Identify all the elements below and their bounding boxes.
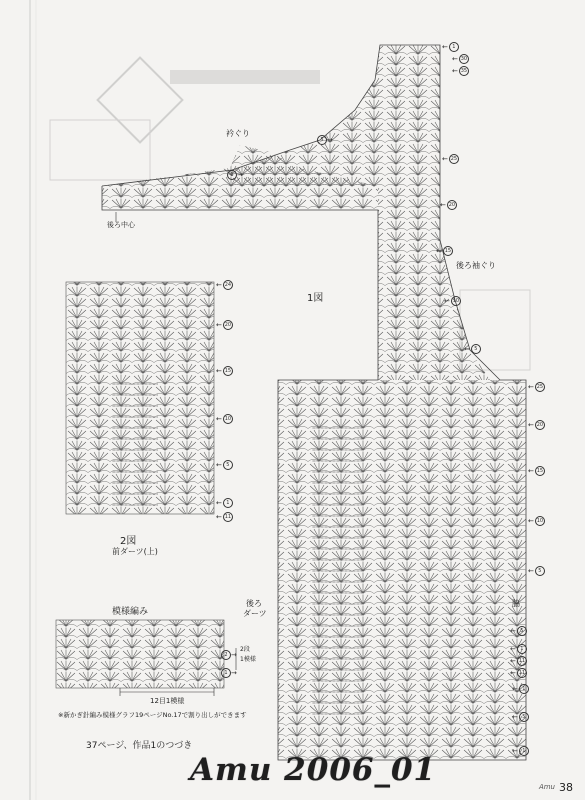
row-repeat-label-1: 2段 [240,646,250,653]
fig2-chart [66,282,214,514]
fig2-label: 2図 [120,536,137,547]
row-marker: 5 → [316,135,333,145]
row-marker: ← 15 [528,467,544,475]
row-marker: ← 1 [510,644,527,654]
row-marker: ← 5 [528,566,545,576]
row-marker: ← 25 [528,383,544,391]
row-marker: ← 5 [464,344,481,354]
pattern-title: 模様編み [112,607,149,617]
row-marker: 1 → [226,170,243,180]
back-center-label: 後ろ中心 [107,221,135,229]
row-marker: ← 5 [216,460,233,470]
row-marker: ← 10 [444,297,460,305]
repeat-label: 12目1模様 [150,697,185,705]
back-dart-label-1: 後ろ [246,599,262,608]
pattern-swatch [56,620,236,696]
row-marker: ← 1 [512,746,529,756]
row-marker: ← 25 [442,155,458,163]
row-marker: ← 1 [216,498,233,508]
watermark: Amu 2006_01 [190,752,437,788]
back-armhole-label: 後ろ袖ぐり [456,261,496,270]
row-marker: ← 5 [510,626,527,636]
row-marker: ← 11 [510,669,526,677]
row-marker: ← 11 [510,657,526,665]
row-marker: ← 1 [442,42,459,52]
front-dart-label: 前ダーツ(上) [112,547,158,556]
row-marker: ← 20 [528,421,544,429]
page-number: 38 [559,781,573,794]
row-marker: ← 35 [452,67,468,75]
collar-label: 衿ぐり [226,129,250,138]
row-marker: ← 20 [440,201,456,209]
brand-logo-small: Amu [538,783,555,791]
footnote: ※新かぎ針編み模様グラフ19ページNo.17で割り出しができます [58,711,247,719]
row-marker: ← 10 [216,415,232,423]
row-marker: 1 → [220,668,237,678]
row-repeat-label-2: 1模様 [240,656,256,663]
row-marker: ← 30 [452,55,468,63]
row-marker: ← 15 [436,247,452,255]
side-label: 脇 [512,599,520,608]
row-marker: ← 1 [512,684,529,694]
row-marker: ← 15 [216,367,232,375]
row-marker: ← 11 [216,513,232,521]
back-dart-label-2: ダーツ [243,609,267,618]
fig1-label: 1図 [307,293,324,304]
row-marker: ← 20 [216,321,232,329]
row-marker: ← 5 [512,712,529,722]
row-marker: 2 → [220,650,237,660]
continued-note: 37ページ、作品1のつづき [86,741,193,751]
row-marker: ← 10 [528,517,544,525]
row-marker: ← 24 [216,281,232,289]
